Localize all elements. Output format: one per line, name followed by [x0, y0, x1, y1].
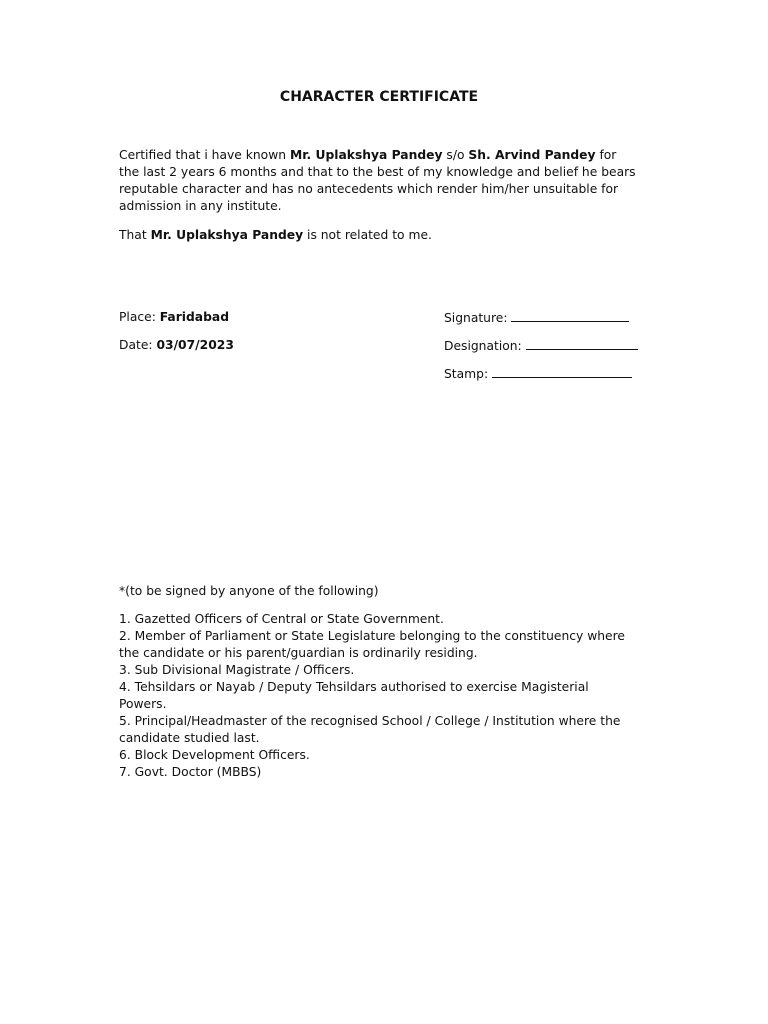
signature-line [511, 309, 629, 322]
date-label: Date: [119, 338, 157, 352]
list-item: 4. Tehsildars or Nayab / Deputy Tehsildars authorised to exercise Magisterial Powers. [119, 680, 589, 711]
place-value: Faridabad [159, 310, 230, 324]
relation-text-start: That [119, 228, 151, 242]
document-title: CHARACTER CERTIFICATE [279, 89, 479, 105]
relation-statement [119, 227, 639, 244]
date-value: 03/07/2023 [156, 338, 234, 352]
father-name: Sh. Arvind Pandey [468, 148, 596, 162]
list-item: 6. Block Development Officers. [119, 748, 310, 762]
place-field [119, 309, 229, 326]
stamp-field [444, 365, 632, 383]
designation-field [444, 337, 638, 355]
relation-candidate-name: Mr. Uplakshya Pandey [150, 228, 304, 242]
place-label: Place: [119, 310, 160, 324]
certification-text-end: for the last 2 years 6 months and that to the best of my knowledge and belief he bears reputable character and has no antecedents which render him/her unsuitable for admission in any institute. [119, 148, 636, 213]
signatory-list [119, 611, 629, 781]
stamp-label: Stamp: [444, 367, 489, 381]
list-item: 2. Member of Parliament or State Legislature belonging to the constituency where the candidate or his parent/guardian is ordinarily residing. [119, 629, 625, 660]
certification-paragraph [119, 147, 639, 215]
signatory-note: *(to be signed by anyone of the following) [119, 584, 379, 598]
designation-label: Designation: [444, 339, 522, 353]
signature-field [444, 309, 629, 327]
certification-text-start: Certified that i have known [119, 148, 290, 162]
candidate-name: Mr. Uplakshya Pandey [289, 148, 443, 162]
designation-line [526, 337, 638, 350]
list-item: 1. Gazetted Officers of Central or State Government. [119, 612, 444, 626]
signature-label: Signature: [444, 311, 508, 325]
list-item: 7. Govt. Doctor (MBBS) [119, 765, 262, 779]
list-item: 3. Sub Divisional Magistrate / Officers. [119, 663, 355, 677]
certification-text-relation: s/o [442, 148, 469, 162]
relation-text-end: is not related to me. [303, 228, 432, 242]
stamp-line [492, 365, 632, 378]
list-item: 5. Principal/Headmaster of the recognised School / College / Institution where the candidate studied last. [119, 714, 621, 745]
date-field [119, 337, 234, 354]
